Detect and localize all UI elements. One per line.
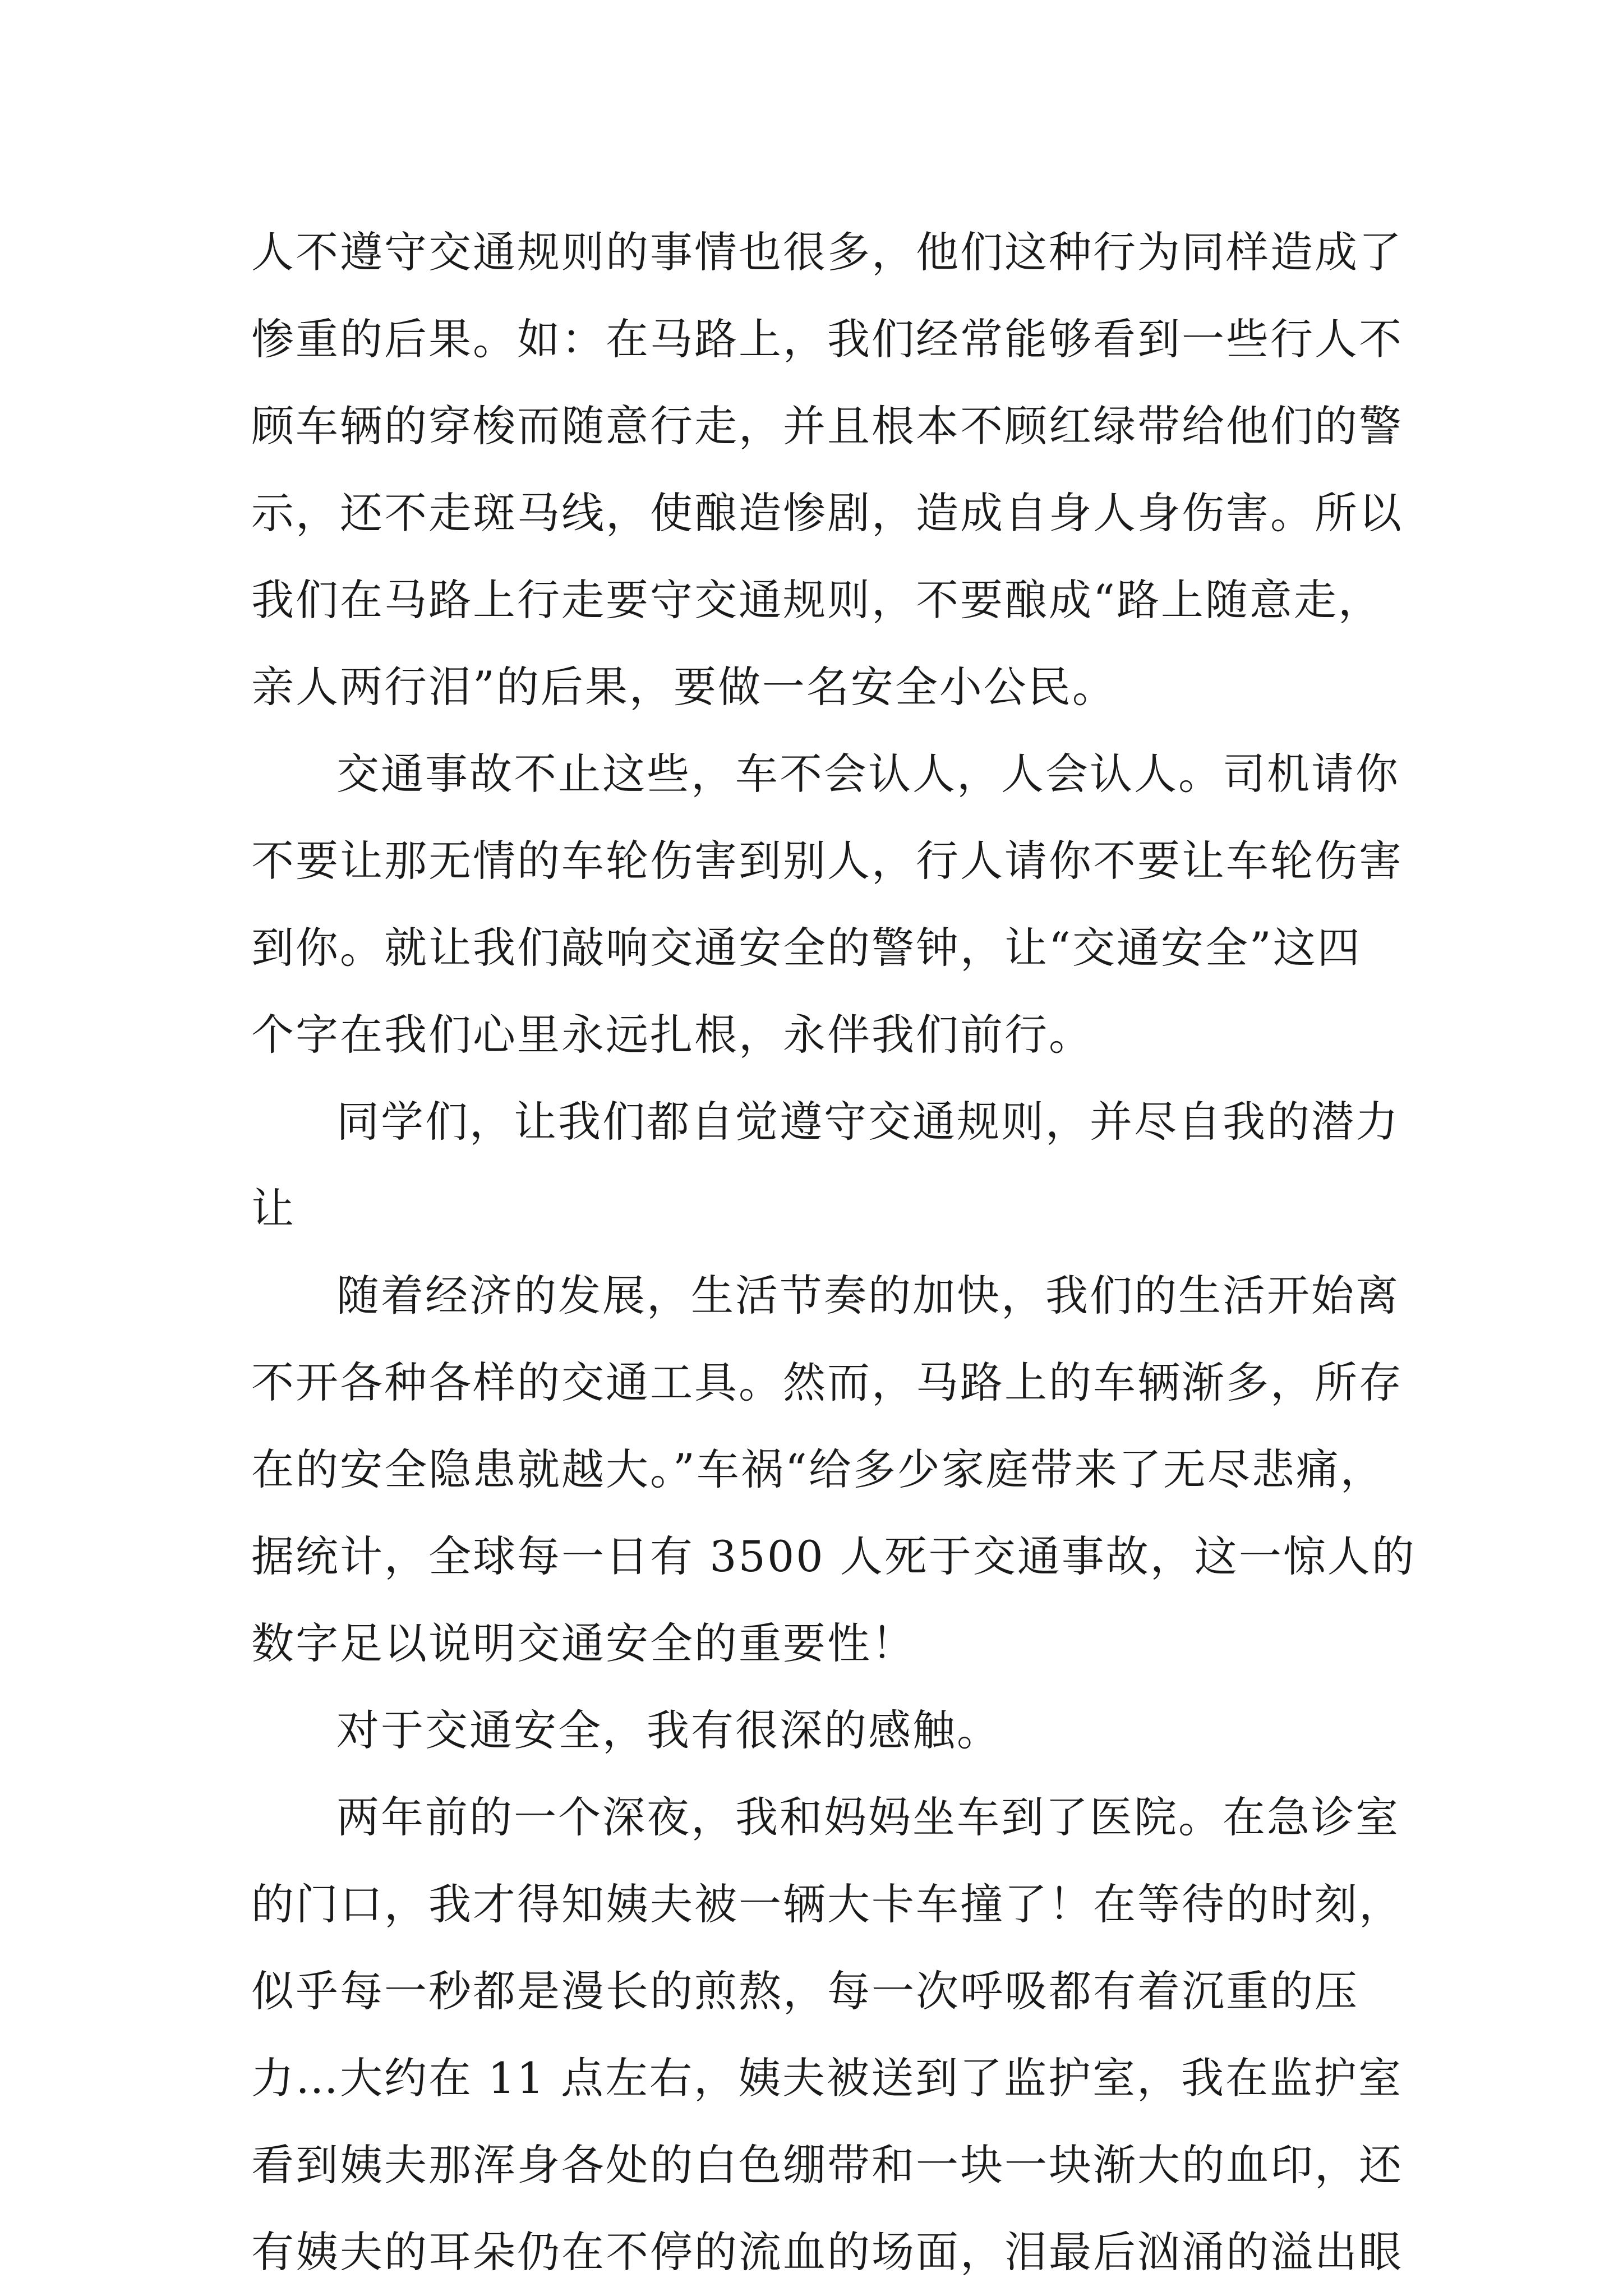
text-line: 似乎每一秒都是漫长的煎熬，每一次呼吸都有着沉重的压 xyxy=(251,1966,1359,2016)
text-line: 据统计，全球每一日有 3500 人死于交通事故，这一惊人的 xyxy=(251,1531,1416,1581)
text-line: 有姨夫的耳朵仍在不停的流血的场面，泪最后汹涌的溢出眼 xyxy=(251,2227,1403,2277)
text-line: 人不遵守交通规则的事情也很多，他们这种行为同样造成了 xyxy=(251,227,1403,277)
text-line: 亲人两行泪”的后果，要做一名安全小公民。 xyxy=(251,662,1117,712)
text-line: 同学们，让我们都自觉遵守交通规则，并尽自我的潜力 xyxy=(336,1097,1400,1147)
text-line: 到你。就让我们敲响交通安全的警钟，让“交通安全”这四 xyxy=(251,923,1362,973)
text-line: 在的安全隐患就越大。”车祸“给多少家庭带来了无尽悲痛， xyxy=(251,1444,1385,1494)
text-line: 顾车辆的穿梭而随意行走，并且根本不顾红绿带给他们的警 xyxy=(251,401,1403,451)
text-line: 的门口，我才得知姨夫被一辆大卡车撞了！在等待的时刻， xyxy=(251,1879,1403,1929)
text-line: 不开各种各样的交通工具。然而，马路上的车辆渐多，所存 xyxy=(251,1358,1403,1407)
text-line: 力…大约在 11 点左右，姨夫被送到了监护室，我在监护室 xyxy=(251,2053,1403,2103)
text-line: 我们在马路上行走要守交通规则，不要酿成“路上随意走， xyxy=(251,575,1382,625)
document-body xyxy=(251,209,1416,2295)
text-line: 数字足以说明交通安全的重要性！ xyxy=(251,1618,916,1668)
text-line: 惨重的后果。如：在马路上，我们经常能够看到一些行人不 xyxy=(251,314,1403,364)
text-line: 看到姨夫那浑身各处的白色绷带和一块一块渐大的血印，还 xyxy=(251,2140,1403,2190)
text-line: 随着经济的发展，生活节奏的加快，我们的生活开始离 xyxy=(336,1271,1400,1320)
text-line: 交通事故不止这些，车不会认人，人会认人。司机请你 xyxy=(336,749,1400,799)
text-line: 让 xyxy=(251,1184,296,1234)
text-line: 对于交通安全，我有很深的感触。 xyxy=(336,1705,1001,1755)
text-line: 个字在我们心里永远扎根，永伴我们前行。 xyxy=(251,1010,1093,1060)
text-line: 两年前的一个深夜，我和妈妈坐车到了医院。在急诊室 xyxy=(336,1792,1400,1842)
text-line: 示，还不走斑马线，使酿造惨剧，造成自身人身伤害。所以 xyxy=(251,488,1403,538)
text-line: 不要让那无情的车轮伤害到别人，行人请你不要让车轮伤害 xyxy=(251,836,1403,886)
